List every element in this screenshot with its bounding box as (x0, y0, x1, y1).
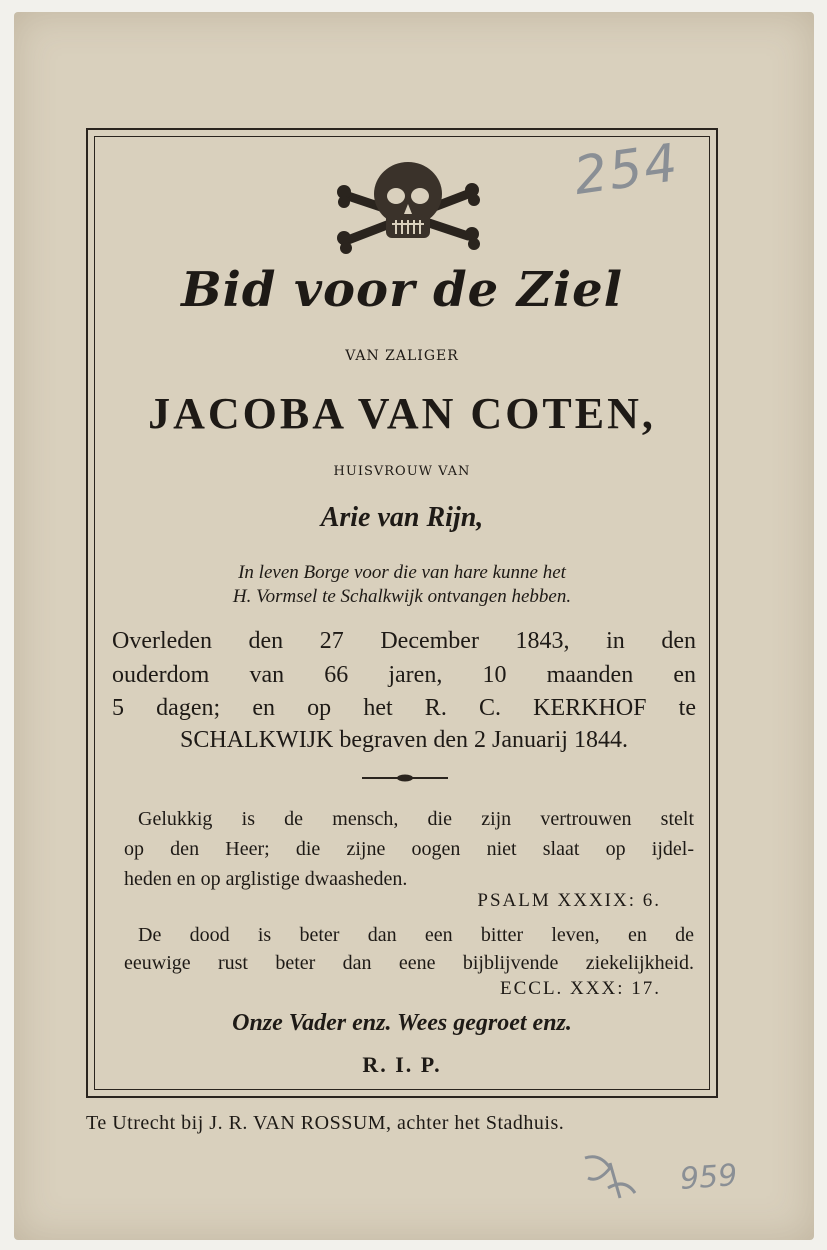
handwritten-number-top: 254 (570, 132, 683, 208)
skull-and-crossbones-icon (334, 158, 482, 254)
quote1-line-2: op den Heer; die zijne oogen niet slaat op ijdel- (124, 838, 694, 860)
borg-line-1: In leven Borge voor die van hare kunne het (238, 562, 566, 583)
huisvrouw-van-label: HUISVROUW VAN (333, 464, 471, 479)
quote1-reference: PSALM XXXIX: 6. (477, 890, 661, 911)
death-line-1: Overleden den 27 December 1843, in den (112, 628, 696, 654)
rip-line: R. I. P. (362, 1052, 442, 1077)
prayer-line: Onze Vader enz. Wees gegroet enz. (232, 1010, 572, 1036)
printer-imprint: Te Utrecht bij J. R. VAN ROSSUM, achter het Stadhuis. (86, 1112, 565, 1134)
quote2-line-2: eeuwige rust beter dan eene bijblijvende ziekelijkheid. (124, 952, 694, 974)
handwritten-number-bottom: 959 (678, 1158, 739, 1197)
death-line-3: 5 dagen; en op het R. C. KERKHOF te (112, 695, 696, 721)
quote1-line-1: Gelukkig is de mensch, die zijn vertrouwen stelt (138, 808, 694, 830)
death-line-4: SCHALKWIJK begraven den 2 Januarij 1844. (180, 727, 628, 753)
van-zaliger-label: VAN ZALIGER (345, 348, 459, 364)
husband-name: Arie van Rijn, (320, 502, 484, 533)
death-line-2: ouderdom van 66 jaren, 10 maanden en (112, 662, 696, 688)
quote2-reference: ECCL. XXX: 17. (500, 978, 661, 999)
quote1-line-3: heden en op arglistige dwaasheden. (124, 868, 408, 890)
ornament-divider (362, 773, 448, 783)
heading-bid-voor-de-ziel: Bid voor de Ziel (181, 262, 623, 318)
deceased-name: JACOBA VAN COTEN, (148, 389, 656, 438)
handwritten-scribble-icon (580, 1148, 640, 1208)
borg-line-2: H. Vormsel te Schalkwijk ontvangen hebben. (232, 586, 572, 607)
quote2-line-1: De dood is beter dan een bitter leven, en de (138, 924, 694, 946)
